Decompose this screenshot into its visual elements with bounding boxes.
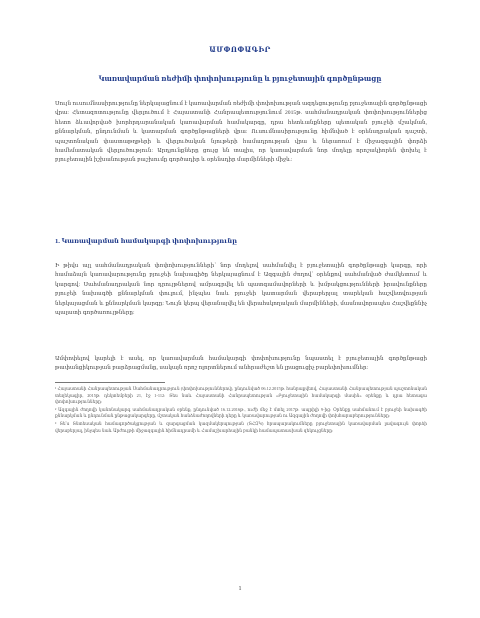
paragraph-2: Ի թիվս այլ սահմանադրական փոփոխությունների՝ նոր մոդելով սահմանվել է բյուջետային գործընթացի կարգը, որի համաձայն կառավարությունը բյուջեի նախագիծը ներկայացնում է Ազգային ժողով՝ օրենքով սահմանված ժամկետում և կարգով: Սահմանադրական նոր դրույթներով ամրագրվել են պատգամավորների և խմբակցությունների իրավունքները բյուջեի նախագծի քննարկման փուլում, ինչպես նաև բյուջեի կատարման վերաբերյալ տարեկան հաշվետվության ներկայացման և քննարկման կարգը: Նույն կերպ վերանայվել են վերահսկողական մարմինների, մասնավորապես Հաշվեքննիչ պալատի գործառույթները: <box>55 263 427 317</box>
document-title: ԱՄՓՈՓԱԳԻՐ <box>209 46 271 54</box>
paragraph-3: Ամփոփելով կարելի է ասել, որ կառավարման համակարգի փոփոխությունը նպաստել է բյուջետային գործընթացի թափանցիկության բարձրացմանը, սակայն որոշ ոլորտներում անհրաժեշտ են լրացուցիչ բարեփոխումներ: <box>55 356 427 372</box>
footnote-3: ³ Տե՛ս Տնտեսական համագործակցության և զարգացման կազմակերպության (ՏՀԶԿ) հրապարակումները բյուջետային կառավարման լավագույն փորձի վերաբերյալ, ինչպես նաև Արժույթի միջազգային հիմնադրամի և Համաշխարհային բանկի համապատասխան զեկույցները: <box>55 420 427 433</box>
footnote-2: ² Ազգային ժողովի կանոնակարգ սահմանադրական օրենք, ընդունված 16.12.2016թ., ուժի մեջ է մտել 2017թ. ապրիլի 9-ից: Օրենքը սահմանում է բյուջեի նախագծի քննարկման և ընդունման ընթացակարգերը, մշտական հանձնաժողովների դերը և կառավարության ու Ազգային ժողովի փոխհարաբերությունները: <box>55 406 427 419</box>
paragraph-1: Սույն ուսումնասիրությունը ներկայացնում է կառավարման ռեժիմի փոփոխության ազդեցությունը բյուջետային գործընթացի վրա: Հետազոտությունը վերլուծում է Հայաստանի Հանրապետությունում 2015թ. սահմանադրական փոփոխություններից հետո ձևավորված խորհրդարանական կառավարման համակարգը, դրա հետևանքները պետական բյուջեի մշակման, քննարկման, ընդունման և կատարման գործընթացների վրա: Ուսումնասիրությունը հիմնված է օրենսդրական դաշտի, պաշտոնական փաստաթղթերի և վերլուծական նյութերի համադրության վրա և ներառում է միջազգային փորձի համեմատական վերլուծություն: Արդյունքները ցույց են տալիս, որ կառավարման նոր մոդելը որոշակիորեն փոխել է բյուջետային իշխանության բաշխումը գործադիր և օրենսդիր մարմինների միջև: <box>55 101 427 164</box>
footnote-separator <box>55 382 165 383</box>
section-heading: 1. Կառավարման համակարգի փոփոխությունը <box>55 238 237 245</box>
footnote-1: ¹ Հայաստանի Հանրապետության Սահմանադրություն (փոփոխություններով), ընդունված 06.12.2015թ. հանրաքվեով, Հայաստանի Հանրապետության պաշտոնական տեղեկագիր, 2015թ. դեկտեմբերի 21, էջ 1-112: Տես նաև Հայաստանի Հանրապետության «Բյուջետային համակարգի մասին» օրենքը և դրա հետագա փոփոխությունները: <box>55 386 427 405</box>
page-number: 1 <box>238 586 242 592</box>
document-subtitle: Կառավարման ռեժիմի փոփոխությունը և բյուջետային գործընթացը <box>98 75 382 83</box>
footnotes <box>55 386 427 435</box>
